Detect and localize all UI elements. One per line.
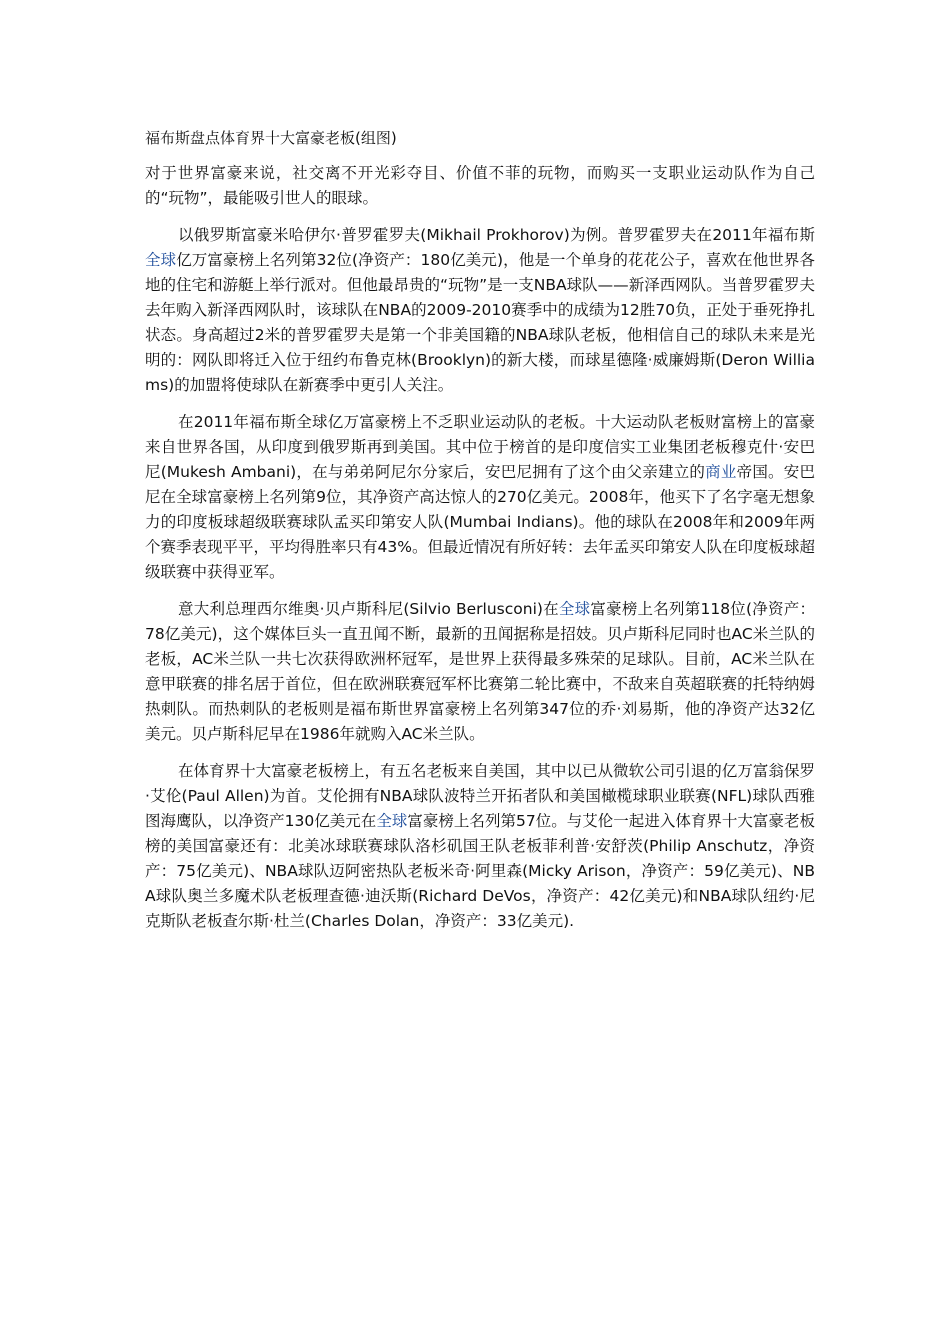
paragraph-text: 富豪榜上名列第118位(净资产：78亿美元)，这个媒体巨头一直丑闻不断，最新的丑闻据称是招妓。贝卢斯科尼同时也AC米兰队的老板，AC米兰队一共七次获得欧洲杯冠军，是世界上获得最多殊荣的足球队。目前，AC米兰队在意甲联赛的排名居于首位，但在欧洲联赛冠军杯比赛第二轮比赛中，不敌来自英超联赛的托特纳姆热刺队。而热刺队的老板则是福布斯世界富豪榜上名列第347位的乔·刘易斯，他的净资产达32亿美元。贝卢斯科尼早在1986年就购入AC米兰队。 — [145, 600, 815, 743]
paragraph-text: 以俄罗斯富豪米哈伊尔·普罗霍罗夫(Mikhail Prokhorov)为例。普罗霍罗夫在2011年福布斯 — [178, 226, 815, 244]
link-global[interactable]: 全球 — [558, 600, 591, 618]
paragraph-text: 富豪榜上名列第57位。与艾伦一起进入体育界十大富豪老板榜的美国富豪还有：北美冰球联赛球队洛杉矶国王队老板菲利普·安舒茨(Philip Anschutz，净资产：75亿美元)、NBA球队迈阿密热队老板米奇·阿里森(Micky Arison，净资产：59亿美元)、NBA球队奥兰多魔术队老板理查德·迪沃斯(Richard DeVos，净资产：42亿美元)和NBA球队纽约·尼克斯队老板查尔斯·杜兰(Charles Dolan，净资产：33亿美元). — [145, 812, 815, 930]
paragraph-berlusconi — [145, 597, 815, 747]
document-page — [145, 120, 815, 946]
paragraph-us-owners — [145, 759, 815, 934]
paragraph-text: 意大利总理西尔维奥·贝卢斯科尼(Silvio Berlusconi)在 — [178, 600, 559, 618]
intro-paragraph: 对于世界富豪来说，社交离不开光彩夺目、价值不菲的玩物，而购买一支职业运动队作为自己的“玩物”，最能吸引世人的眼球。 — [145, 164, 815, 207]
paragraph-text: 亿万富豪榜上名列第32位(净资产：180亿美元)，他是一个单身的花花公子，喜欢在他世界各地的住宅和游艇上举行派对。但他最昂贵的“玩物”是一支NBA球队——新泽西网队。当普罗霍罗夫去年购入新泽西网队时，该球队在NBA的2009-2010赛季中的成绩为12胜70负，正处于垂死挣扎状态。身高超过2米的普罗霍罗夫是第一个非美国籍的NBA球队老板，他相信自己的球队未来是光明的：网队即将迁入位于纽约布鲁克林(Brooklyn)的新大楼，而球星德隆·威廉姆斯(Deron Williams)的加盟将使球队在新赛季中更引人关注。 — [145, 251, 815, 394]
article-title: 福布斯盘点体育界十大富豪老板(组图) — [145, 129, 397, 147]
link-business[interactable]: 商业 — [705, 463, 737, 481]
paragraph-text: 帝国。安巴尼在全球富豪榜上名列第9位，其净资产高达惊人的270亿美元。2008年，他买下了名字毫无想象力的印度板球超级联赛球队孟买印第安人队(Mumbai Indians)。他的球队在2008年和2009年两个赛季表现平平，平均得胜率只有43%。但最近情况有所好转：去年孟买印第安人队在印度板球超级联赛中获得亚军。 — [145, 463, 815, 581]
paragraph-ambani — [145, 410, 815, 585]
paragraph-text: 在体育界十大富豪老板榜上，有五名老板来自美国，其中以已从微软公司引退的亿万富翁保罗·艾伦(Paul Allen)为首。艾伦拥有NBA球队波特兰开拓者队和美国橄榄球职业联赛(NFL)球队西雅图海鹰队，以净资产130亿美元在 — [145, 762, 815, 830]
paragraph-prokhorov — [145, 223, 815, 398]
link-global[interactable]: 全球 — [376, 812, 408, 830]
link-global[interactable]: 全球 — [145, 251, 177, 269]
paragraph-text: 在2011年福布斯全球亿万富豪榜上不乏职业运动队的老板。十大运动队老板财富榜上的富豪来自世界各国，从印度到俄罗斯再到美国。其中位于榜首的是印度信实工业集团老板穆克什·安巴尼(Mukesh Ambani)，在与弟弟阿尼尔分家后，安巴尼拥有了这个由父亲建立的 — [145, 413, 815, 481]
